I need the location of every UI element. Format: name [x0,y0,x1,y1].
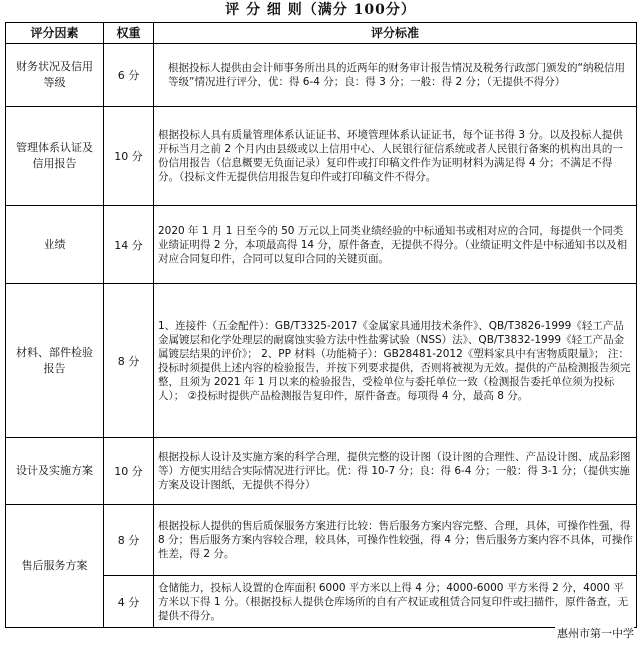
factor-cell: 财务状况及信用等级 [6,44,104,107]
table-row [6,44,637,107]
factor-cell: 业绩 [6,206,104,284]
criteria-cell: 根据投标人具有质量管理体系认证证书、环境管理体系认证证书，每个证书得 3 分。以及投标人提供开标当月之前 2 个月内由县级或以上信用中心、人民银行征信系统或者人民银行备案的机构出具的一份信用报告（信息概要无负面记录）复印件或打印稿文件作为证明材料为满足得 4 分；不满足不得分。（投标文件无提供信用报告复印件或打印稿文件不得分。 [154,107,637,206]
criteria-cell: 根据投标人提供的售后质保服务方案进行比较：售后服务方案内容完整、合理，具体，可操作性强，得 8 分；售后服务方案内容较合理，较具体，可操作性较强，得 4 分；售后服务方案内容不具体，可操作性差，得 2 分。 [154,505,637,576]
table-row [6,206,637,284]
criteria-cell: 1、连接件（五金配件）：GB/T3325-2017《金属家具通用技术条件》、QB/T3826-1999《轻工产品金属镀层和化学处理层的耐腐蚀实验方法中性盐雾试验（NSS）法》、QB/T3832-1999《轻工产品金属镀层结果的评价》； 2、PP 材料（功能椅子）：GB28481-2012《塑料家具中有害物质限量》； 注：投标时须提供上述内容的检验报告，并按下列要求提供，否则将被视为无效。提供的产品检测报告须完整，且须为 2021 年 1 月以来的检验报告，受检单位与委托单位一致（检测报告委托单位须为投标人）； ②投标时提供产品检测报告复印件，原件备查。每项得 4 分，最高 8 分。 [154,284,637,438]
table-header-row [6,23,637,44]
header-factor: 评分因素 [6,23,104,44]
weight-cell: 14 分 [104,206,154,284]
school-seal-text: 惠州市第一中学 [557,627,634,640]
criteria-cell: 根据投标人设计及实施方案的科学合理，提供完整的设计图（设计图的合理性、产品设计图、成品彩图等）方便实用结合实际情况进行评比。优：得 10-7 分；良：得 6-4 分；一般：得 3-1 分；（提供实施方案及设计图纸，无提供不得分） [154,438,637,505]
factor-cell: 材料、部件检验报告 [6,284,104,438]
table-row [6,284,637,438]
criteria-cell: 仓储能力，投标人设置的仓库面积 6000 平方米以上得 4 分；4000-6000 平方米得 2 分，4000 平方米以下得 1 分。（根据投标人提供仓库场所的自有产权证或租赁合同复印件或扫描件，原件备查，无提供不得分。 [154,576,637,628]
weight-cell: 8 分 [104,505,154,576]
factor-cell: 售后服务方案 [6,505,104,628]
weight-cell: 6 分 [104,44,154,107]
table-row [6,505,637,576]
factor-cell: 设计及实施方案 [6,438,104,505]
weight-cell: 4 分 [104,576,154,628]
criteria-cell: 根据投标人提供由会计师事务所出具的近两年的财务审计报告情况及税务行政部门颁发的“纳税信用等级”情况进行评分，优：得 6-4 分；良：得 3 分；一般：得 2 分；（无提供不得分） [154,44,637,107]
table-row [6,438,637,505]
scoring-table [5,22,637,628]
factor-cell: 管理体系认证及信用报告 [6,107,104,206]
header-weight: 权重 [104,23,154,44]
weight-cell: 10 分 [104,107,154,206]
weight-cell: 10 分 [104,438,154,505]
page-title: 评 分 细 则（满分 100分） [225,2,416,18]
criteria-cell: 2020 年 1 月 1 日至今的 50 万元以上同类业绩经验的中标通知书或相对应的合同，每提供一个同类业绩证明得 2 分，本项最高得 14 分，原件备查，无提供不得分。（业绩证明文件是中标通知书以及相对应合同复印件，合同可以复印合同的关键页面。 [154,206,637,284]
header-criteria: 评分标准 [154,23,637,44]
table-row [6,107,637,206]
weight-cell: 8 分 [104,284,154,438]
